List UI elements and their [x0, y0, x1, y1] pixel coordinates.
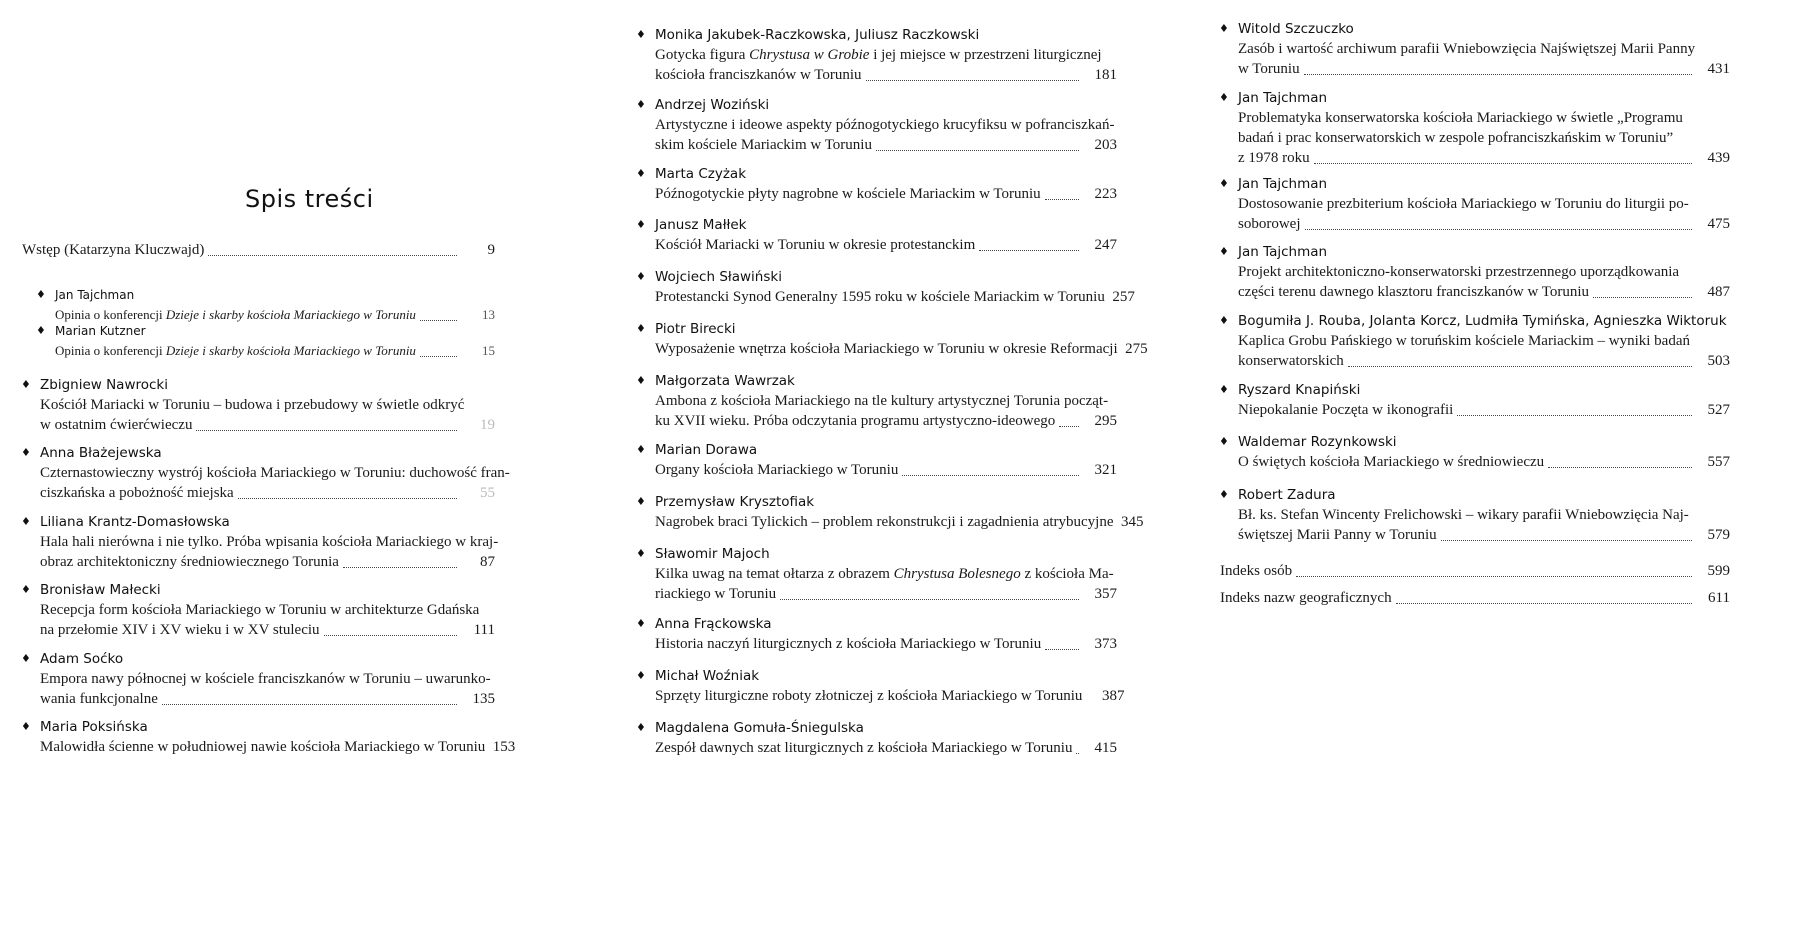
leader-dots [1396, 603, 1692, 604]
leader-dots [1305, 229, 1693, 230]
diamond-bullet-icon: ♦ [21, 446, 31, 459]
toc-entry[interactable] [1219, 311, 1730, 371]
toc-entry[interactable] [1219, 174, 1730, 234]
leader-dots [324, 635, 457, 636]
entry-title: Kościół Mariacki w Toruniu – budowa i przebudowy w świetle odkryć [40, 397, 465, 413]
page-number: 135 [472, 691, 495, 707]
page-number: 87 [480, 554, 495, 570]
entry-title: Kościół Mariacki w Toruniu w okresie protestanckim [655, 237, 976, 253]
entry-title-line [40, 483, 495, 503]
toc-entry[interactable] [21, 580, 495, 640]
toc-entry[interactable] [21, 717, 516, 757]
author-name: Przemysław Krysztofiak [655, 494, 815, 510]
entry-title: Sprzęty liturgiczne roboty złotniczej z kościoła Mariackiego w Toruniu [655, 688, 1083, 704]
diamond-bullet-icon: ♦ [636, 270, 646, 283]
entry-title: obraz architektoniczny średniowiecznego Torunia [40, 554, 339, 570]
entry-title: Opinia o konferencji Dzieje i skarby kościoła Mariackiego w Toruniu [55, 343, 416, 358]
entry-title-line [40, 395, 495, 415]
page-number: 527 [1707, 402, 1730, 418]
leader-dots [420, 356, 457, 357]
entry-title: Recepcja form kościoła Mariackiego w Toruniu w architekturze Gdańska [40, 602, 480, 618]
toc-entry[interactable] [1219, 242, 1730, 302]
author-name: Maria Poksińska [40, 719, 148, 735]
entry-title: na przełomie XIV i XV wieku i w XV stuleciu [40, 622, 320, 638]
page-title: Spis treści [245, 185, 374, 213]
entry-title-line [1238, 262, 1730, 282]
leader-dots [902, 475, 1079, 476]
toc-entry[interactable] [636, 492, 1144, 532]
entry-title: Kaplica Grobu Pańskiego w toruńskim kościele Mariackim – wyniki badań [1238, 333, 1690, 349]
author-name: Zbigniew Nawrocki [40, 377, 168, 393]
author-name: Jan Tajchman [1238, 90, 1328, 106]
page-number: 257 [1112, 289, 1135, 305]
entry-title: Wyposażenie wnętrza kościoła Mariackiego w Toruniu w okresie Reformacji [655, 341, 1118, 357]
diamond-bullet-icon: ♦ [1219, 488, 1229, 501]
leader-dots [1076, 753, 1079, 754]
entry-title: świętszej Marii Panny w Toruniu [1238, 527, 1437, 543]
entry-title-line [55, 341, 495, 361]
page-number: 181 [1094, 67, 1117, 83]
author-name: Anna Błażejewska [40, 445, 162, 461]
entry-title-line [40, 737, 516, 757]
leader-dots [1045, 649, 1079, 650]
toc-entry[interactable] [636, 614, 1117, 654]
leader-dots [162, 704, 457, 705]
entry-title: z 1978 roku [1238, 150, 1310, 166]
entry-title-line [1238, 400, 1730, 420]
entry-author [21, 443, 495, 463]
leader-dots [343, 567, 457, 568]
entry-title: Wstęp (Katarzyna Kluczwajd) [22, 242, 205, 258]
leader-dots [1441, 540, 1692, 541]
entry-title: Problematyka konserwatorska kościoła Mariackiego w świetle „Programu [1238, 110, 1683, 126]
entry-title-line [40, 689, 495, 709]
entry-title: Opinia o konferencji Dzieje i skarby kościoła Mariackiego w Toruniu [55, 307, 416, 322]
entry-title-line [655, 512, 1144, 532]
entry-title-line [1238, 59, 1730, 79]
entry-title: skim kościele Mariackim w Toruniu [655, 137, 872, 153]
entry-author [36, 285, 495, 305]
diamond-bullet-icon: ♦ [636, 374, 646, 387]
toc-entry[interactable] [21, 512, 499, 572]
entry-title-line [1238, 525, 1730, 545]
entry-title: Ambona z kościoła Mariackiego na tle kultury artystycznej Torunia począt- [655, 393, 1109, 409]
toc-entry-opinion[interactable] [36, 321, 495, 361]
entry-author [636, 25, 1117, 45]
entry-title: Dostosowanie prezbiterium kościoła Mariackiego w Toruniu do liturgii po- [1238, 196, 1689, 212]
diamond-bullet-icon: ♦ [1219, 22, 1229, 35]
leader-dots [876, 150, 1079, 151]
author-name: Małgorzata Wawrzak [655, 373, 795, 389]
diamond-bullet-icon: ♦ [1219, 245, 1229, 258]
author-name: Michał Woźniak [655, 668, 760, 684]
entry-title-line [40, 552, 495, 572]
diamond-bullet-icon: ♦ [636, 547, 646, 560]
entry-title-line [655, 45, 1117, 65]
entry-title: Indeks osób [1220, 563, 1293, 579]
entry-title: Nagrobek braci Tylickich – problem rekonstrukcji i zagadnienia atrybucyjne [655, 514, 1114, 530]
entry-title: Hala hali nierówna i nie tylko. Próba wpisania kościoła Mariackiego w kraj- [40, 534, 499, 550]
entry-author [1219, 19, 1730, 39]
toc-entry-opinion[interactable] [36, 285, 495, 325]
page-number: 579 [1707, 527, 1730, 543]
diamond-bullet-icon: ♦ [1219, 91, 1229, 104]
page-number: 153 [492, 739, 516, 755]
diamond-bullet-icon: ♦ [636, 617, 646, 630]
toc-entry[interactable] [21, 649, 495, 709]
entry-author [636, 718, 1117, 738]
leader-dots [1548, 467, 1692, 468]
entry-title: w ostatnim ćwierćwieczu [40, 417, 193, 433]
entry-author [636, 614, 1117, 634]
toc-entry[interactable] [636, 215, 1117, 255]
entry-title: konserwatorskich [1238, 353, 1344, 369]
author-name: Jan Tajchman [55, 288, 135, 302]
entry-author [636, 371, 1117, 391]
entry-title-line [1238, 331, 1730, 351]
entry-author [1219, 311, 1730, 331]
diamond-bullet-icon: ♦ [636, 669, 646, 682]
entry-title-line [655, 235, 1117, 255]
toc-entry[interactable] [636, 371, 1117, 431]
entry-title-line [1238, 39, 1730, 59]
author-name: Bogumiła J. Rouba, Jolanta Korcz, Ludmiła Tymińska, Agnieszka Wiktoruk [1238, 313, 1727, 329]
entry-title-line [1220, 561, 1730, 581]
toc-entry[interactable] [21, 375, 495, 435]
toc-entry[interactable] [636, 164, 1117, 204]
page-number: 321 [1094, 462, 1117, 478]
entry-title: riackiego w Toruniu [655, 586, 777, 602]
entry-author [636, 215, 1117, 235]
page-number: 295 [1094, 413, 1117, 429]
author-name: Sławomir Majoch [655, 546, 770, 562]
entry-title-line [1238, 148, 1730, 168]
page-number: 9 [487, 242, 495, 258]
entry-title-line [40, 620, 495, 640]
page-number: 357 [1094, 586, 1117, 602]
leader-dots [1348, 366, 1692, 367]
page-number: 15 [482, 343, 495, 358]
entry-title-line [655, 287, 1135, 307]
entry-author [21, 649, 495, 669]
entry-title-line [655, 686, 1125, 706]
entry-title: Artystyczne i ideowe aspekty późnogotyckiego krucyfiksu w pofranciszkań- [655, 117, 1115, 133]
entry-title-line [40, 532, 499, 552]
page-number: 611 [1708, 590, 1730, 606]
entry-author [636, 164, 1117, 184]
entry-title-line [655, 391, 1117, 411]
entry-author [636, 544, 1117, 564]
toc-entry[interactable] [636, 718, 1117, 758]
entry-author [21, 512, 495, 532]
author-name: Wojciech Sławiński [655, 269, 782, 285]
entry-title-line [655, 564, 1117, 584]
diamond-bullet-icon: ♦ [36, 324, 46, 337]
toc-entry[interactable] [1219, 19, 1730, 79]
entry-title-line [1238, 194, 1730, 214]
page-number: 345 [1121, 514, 1144, 530]
entry-title-line [1238, 282, 1730, 302]
italic-title: Chrystusa Bolesnego [893, 566, 1021, 582]
entry-title: Czternastowieczny wystrój kościoła Mariackiego w Toruniu: duchowość fran- [40, 465, 510, 481]
toc-entry[interactable] [1219, 432, 1730, 472]
leader-dots [1314, 163, 1692, 164]
leader-dots [196, 430, 457, 431]
entry-title-line [655, 460, 1117, 480]
entry-author [1219, 432, 1730, 452]
author-name: Marta Czyżak [655, 166, 747, 182]
entry-author [1219, 88, 1730, 108]
entry-title: kościoła franciszkanów w Toruniu [655, 67, 862, 83]
entry-title-line [655, 184, 1117, 204]
entry-author [1219, 242, 1730, 262]
entry-title-line [655, 738, 1117, 758]
page-number: 431 [1707, 61, 1730, 77]
page-number: 275 [1125, 341, 1148, 357]
diamond-bullet-icon: ♦ [36, 288, 46, 301]
author-name: Jan Tajchman [1238, 176, 1328, 192]
author-name: Witold Szczuczko [1238, 21, 1354, 37]
entry-title: Indeks nazw geograficznych [1220, 590, 1392, 606]
author-name: Adam Soćko [40, 651, 124, 667]
diamond-bullet-icon: ♦ [636, 167, 646, 180]
page-number: 223 [1094, 186, 1117, 202]
toc-entry[interactable] [1219, 88, 1730, 168]
toc-entry[interactable] [1219, 380, 1730, 420]
diamond-bullet-icon: ♦ [1219, 383, 1229, 396]
author-name: Marian Dorawa [655, 442, 758, 458]
diamond-bullet-icon: ♦ [1219, 314, 1229, 327]
entry-title: Zespół dawnych szat liturgicznych z kościoła Mariackiego w Toruniu [655, 740, 1073, 756]
toc-entry[interactable] [636, 319, 1148, 359]
author-name: Monika Jakubek-Raczkowska, Juliusz Raczkowski [655, 27, 980, 43]
entry-title-line [1238, 351, 1730, 371]
entry-title: badań i prac konserwatorskich w zespole pofranciszkańskim w Toruniu” [1238, 130, 1674, 146]
entry-title: soborowej [1238, 216, 1301, 232]
author-name: Janusz Małłek [655, 217, 747, 233]
page-number: 599 [1707, 563, 1730, 579]
author-name: Andrzej Woziński [655, 97, 770, 113]
entry-title: Późnogotyckie płyty nagrobne w kościele Mariackim w Toruniu [655, 186, 1041, 202]
page-number: 475 [1707, 216, 1730, 232]
italic-title: Dzieje i skarby kościoła Mariackiego w Toruniu [165, 343, 416, 358]
entry-author [636, 95, 1117, 115]
entry-title-line [1238, 214, 1730, 234]
entry-author [36, 321, 495, 341]
entry-title: wania funkcjonalne [40, 691, 158, 707]
entry-title: Zasób i wartość archiwum parafii Wniebowzięcia Najświętszej Marii Panny [1238, 41, 1696, 57]
diamond-bullet-icon: ♦ [636, 28, 646, 41]
entry-author [1219, 485, 1730, 505]
entry-title-line [40, 600, 495, 620]
toc-entry[interactable] [636, 25, 1117, 85]
entry-title: Projekt architektoniczno-konserwatorski przestrzennego uporządkowania [1238, 264, 1680, 280]
diamond-bullet-icon: ♦ [1219, 177, 1229, 190]
leader-dots [208, 255, 457, 256]
leader-dots [1045, 199, 1079, 200]
author-name: Robert Zadura [1238, 487, 1336, 503]
page-number: 373 [1094, 636, 1117, 652]
diamond-bullet-icon: ♦ [636, 443, 646, 456]
leader-dots [780, 599, 1079, 600]
entry-title: Organy kościoła Mariackiego w Toruniu [655, 462, 899, 478]
entry-title-line [1238, 452, 1730, 472]
italic-title: Chrystusa w Grobie [749, 47, 870, 63]
entry-title-line [1238, 108, 1730, 128]
page-number: 557 [1707, 454, 1730, 470]
author-name: Jan Tajchman [1238, 244, 1328, 260]
entry-title-line [655, 135, 1117, 155]
entry-title: Bł. ks. Stefan Wincenty Frelichowski – wikary parafii Wniebowzięcia Naj- [1238, 507, 1689, 523]
entry-author [636, 666, 1117, 686]
leader-dots [1304, 74, 1692, 75]
entry-author [636, 440, 1117, 460]
page-number: 439 [1707, 150, 1730, 166]
toc-entry[interactable] [21, 443, 510, 503]
entry-title-line [1238, 128, 1730, 148]
leader-dots [238, 498, 457, 499]
page-number: 503 [1707, 353, 1730, 369]
toc-entry[interactable] [636, 95, 1117, 155]
toc-entry[interactable] [636, 666, 1125, 706]
author-name: Magdalena Gomuła-Śniegulska [655, 720, 864, 736]
page-number: 111 [473, 622, 495, 638]
author-name: Marian Kutzner [55, 324, 146, 338]
page-number: 19 [480, 417, 495, 433]
entry-title: Kilka uwag na temat ołtarza z obrazem Chrystusa Bolesnego z kościoła Ma- [655, 566, 1114, 582]
page-number: 387 [1101, 688, 1125, 704]
entry-title-line [1220, 588, 1730, 608]
entry-title-line [40, 669, 495, 689]
author-name: Liliana Krantz-Domasłowska [40, 514, 230, 530]
diamond-bullet-icon: ♦ [21, 378, 31, 391]
author-name: Ryszard Knapiński [1238, 382, 1361, 398]
entry-title: Historia naczyń liturgicznych z kościoła Mariackiego w Toruniu [655, 636, 1042, 652]
entry-author [636, 492, 1117, 512]
entry-title: Gotycka figura Chrystusa w Grobie i jej miejsce w przestrzeni liturgicznej [655, 47, 1102, 63]
diamond-bullet-icon: ♦ [1219, 435, 1229, 448]
diamond-bullet-icon: ♦ [636, 218, 646, 231]
diamond-bullet-icon: ♦ [636, 721, 646, 734]
page-number: 55 [480, 485, 495, 501]
entry-title: ciszkańska a pobożność miejska [40, 485, 234, 501]
author-name: Bronisław Małecki [40, 582, 161, 598]
leader-dots [866, 80, 1079, 81]
italic-title: Dzieje i skarby kościoła Mariackiego w Toruniu [165, 307, 416, 322]
entry-author [1219, 380, 1730, 400]
leader-dots [1457, 415, 1692, 416]
entry-title: części terenu dawnego klasztoru franciszkanów w Toruniu [1238, 284, 1590, 300]
diamond-bullet-icon: ♦ [21, 652, 31, 665]
entry-author [21, 717, 495, 737]
entry-author [636, 267, 1117, 287]
toc-entry-index[interactable] [1220, 588, 1730, 608]
entry-author [1219, 174, 1730, 194]
entry-author [636, 319, 1117, 339]
entry-title-line [655, 411, 1117, 431]
entry-title-line [40, 415, 495, 435]
entry-title: w Toruniu [1238, 61, 1300, 77]
leader-dots [1059, 426, 1079, 427]
leader-dots [1296, 576, 1692, 577]
author-name: Waldemar Rozynkowski [1238, 434, 1397, 450]
page-number: 13 [482, 307, 495, 322]
diamond-bullet-icon: ♦ [21, 720, 31, 733]
leader-dots [1593, 297, 1692, 298]
entry-title-line [40, 463, 510, 483]
diamond-bullet-icon: ♦ [636, 98, 646, 111]
entry-author [21, 580, 495, 600]
page-number: 415 [1094, 740, 1117, 756]
toc-entry[interactable] [636, 267, 1135, 307]
entry-title: Malowidła ścienne w południowej nawie kościoła Mariackiego w Toruniu [40, 739, 486, 755]
entry-title-line [655, 65, 1117, 85]
diamond-bullet-icon: ♦ [21, 583, 31, 596]
entry-title-line [655, 634, 1117, 654]
entry-title-line [655, 339, 1148, 359]
entry-title: O świętych kościoła Mariackiego w średniowieczu [1238, 454, 1545, 470]
toc-entry[interactable] [636, 440, 1117, 480]
toc-entry[interactable] [1219, 485, 1730, 545]
page-number: 487 [1707, 284, 1730, 300]
author-name: Anna Frąckowska [655, 616, 772, 632]
entry-title-line [655, 584, 1117, 604]
entry-title: Protestancki Synod Generalny 1595 roku w kościele Mariackim w Toruniu [655, 289, 1105, 305]
diamond-bullet-icon: ♦ [636, 495, 646, 508]
entry-title: ku XVII wieku. Próba odczytania programu artystyczno-ideowego [655, 413, 1056, 429]
entry-title-line [655, 115, 1117, 135]
author-name: Piotr Birecki [655, 321, 736, 337]
leader-dots [979, 250, 1079, 251]
diamond-bullet-icon: ♦ [21, 515, 31, 528]
diamond-bullet-icon: ♦ [636, 322, 646, 335]
entry-author [21, 375, 495, 395]
page-number: 247 [1094, 237, 1117, 253]
toc-entry-intro[interactable] [22, 240, 495, 260]
entry-title-line [1238, 505, 1730, 525]
page-number: 203 [1094, 137, 1117, 153]
toc-entry[interactable] [636, 544, 1117, 604]
toc-entry-index[interactable] [1220, 561, 1730, 581]
entry-title: Niepokalanie Poczęta w ikonografii [1238, 402, 1454, 418]
entry-title: Empora nawy północnej w kościele franciszkanów w Toruniu – uwarunko- [40, 671, 491, 687]
